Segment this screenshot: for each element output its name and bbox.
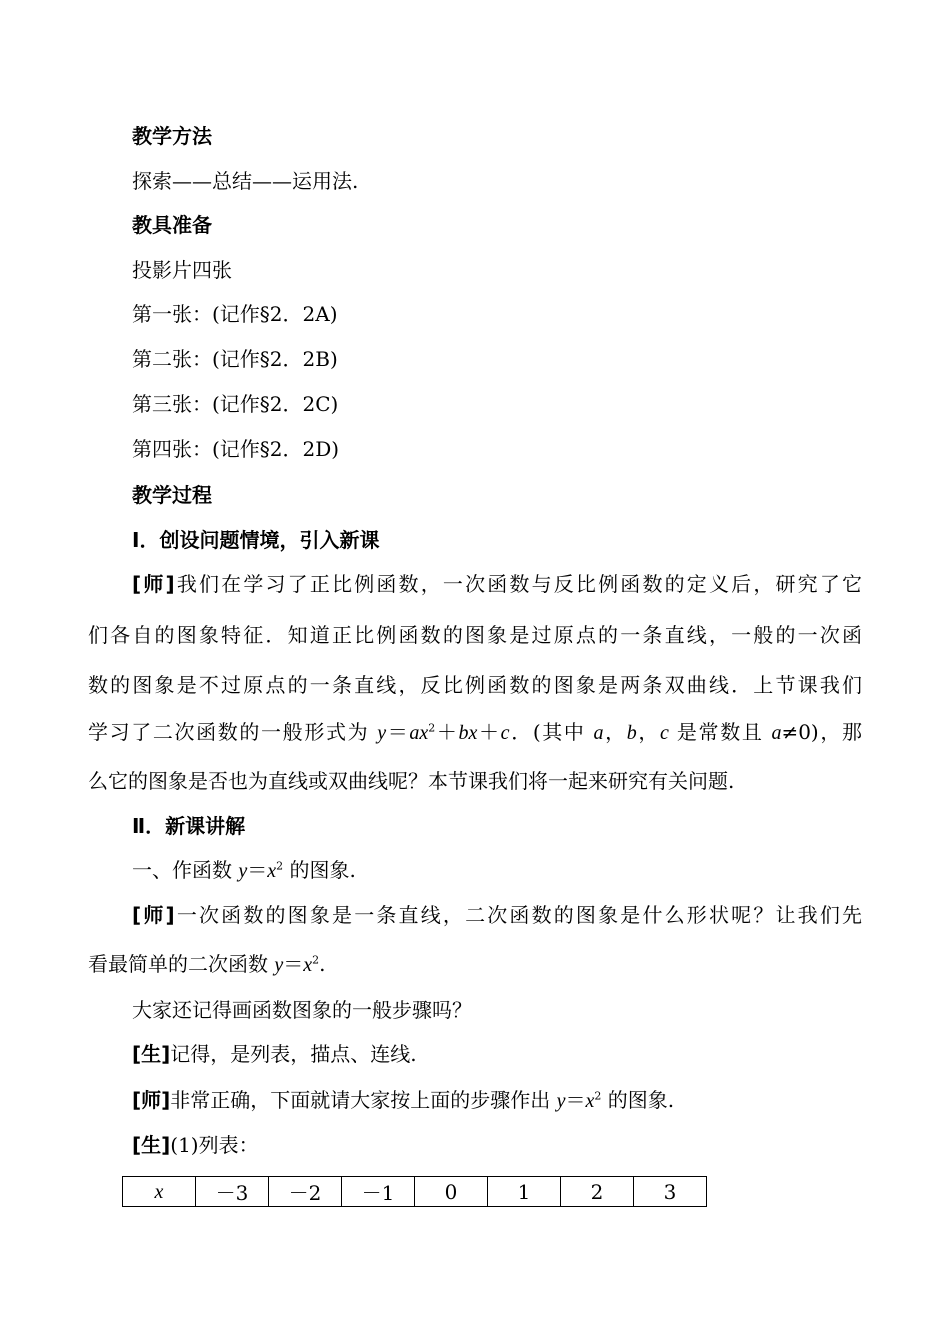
para1-line1: [师]我们在学习了正比例函数，一次函数与反比例函数的定义后，研究了它 xyxy=(132,572,863,596)
table-cell: －3 xyxy=(196,1177,269,1207)
slide-1: 第一张：(记作§2．2A) xyxy=(132,302,338,326)
teacher-tag: [师] xyxy=(132,1088,171,1112)
sub1-title: 一、作函数 $y=x^2$ 的图象. xyxy=(132,858,356,882)
method-text: 探索——总结——运用法. xyxy=(132,169,359,193)
slide-4: 第四张：(记作§2．2D) xyxy=(132,437,340,461)
para2-line1: [师]一次函数的图象是一条直线，二次函数的图象是什么形状呢？让我们先 xyxy=(132,903,863,927)
teacher-tag: [师] xyxy=(132,903,175,927)
method-title: 教学方法 xyxy=(132,124,212,148)
para1-line4: 学习了二次函数的一般形式为 $y=ax^2+bx+c$．(其中 a，b，c 是常数且 a≠0)，那 xyxy=(88,720,863,744)
table-cell: 1 xyxy=(488,1177,561,1207)
tools-title: 教具准备 xyxy=(132,213,212,237)
para1-line3: 数的图象是不过原点的一条直线，反比例函数的图象是两条双曲线．上节课我们 xyxy=(88,673,862,697)
part1-title: Ⅰ．创设问题情境，引入新课 xyxy=(132,528,380,552)
table-cell: －1 xyxy=(342,1177,415,1207)
slide-3: 第三张：(记作§2．2C) xyxy=(132,392,339,416)
student-tag: [生] xyxy=(132,1042,171,1066)
table-cell: －2 xyxy=(269,1177,342,1207)
para4: [生]记得，是列表，描点、连线. xyxy=(132,1042,417,1066)
teacher-tag: [师] xyxy=(132,572,175,596)
para1-line2: 们各自的图象特征．知道正比例函数的图象是过原点的一条直线，一般的一次函 xyxy=(88,623,862,647)
para1-line5: 么它的图象是否也为直线或双曲线呢？本节课我们将一起来研究有关问题. xyxy=(88,769,735,793)
table-cell: 3 xyxy=(634,1177,707,1207)
value-table xyxy=(122,1176,707,1207)
table-row xyxy=(123,1177,707,1207)
table-cell: 2 xyxy=(561,1177,634,1207)
tools-text: 投影片四张 xyxy=(132,258,232,282)
student-tag: [生] xyxy=(132,1133,171,1157)
para5: [师]非常正确，下面就请大家按上面的步骤作出 $y=x^2$ 的图象. xyxy=(132,1088,675,1112)
process-title: 教学过程 xyxy=(132,483,212,507)
table-cell: 0 xyxy=(415,1177,488,1207)
para6: [生](1)列表： xyxy=(132,1133,259,1157)
para2-line2: 看最简单的二次函数 $y=x^2$. xyxy=(88,952,326,976)
table-header-cell: x xyxy=(123,1177,196,1207)
para3: 大家还记得画函数图象的一般步骤吗？ xyxy=(132,998,472,1022)
part2-title: Ⅱ．新课讲解 xyxy=(132,814,246,838)
slide-2: 第二张：(记作§2．2B) xyxy=(132,347,338,371)
